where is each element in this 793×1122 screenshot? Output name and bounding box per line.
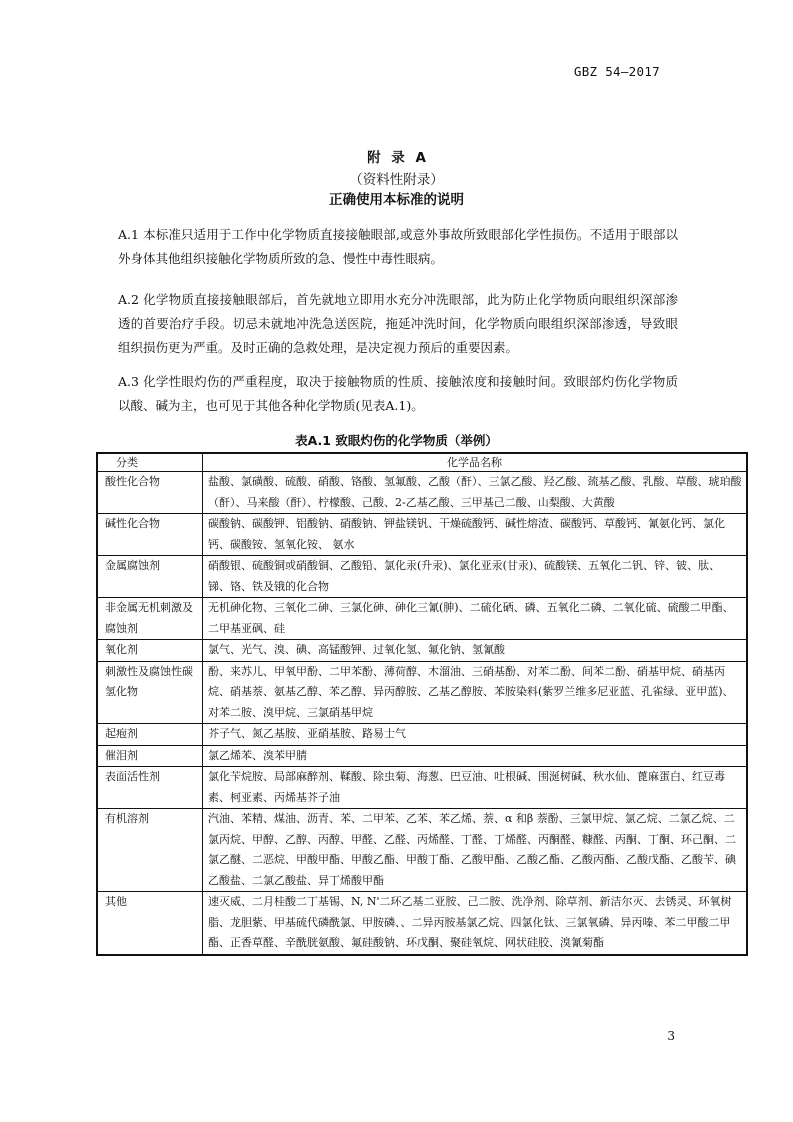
table-row (97, 767, 747, 809)
row-chemicals: 氯气、光气、溴、碘、高锰酸钾、过氧化氢、氟化钠、氢氰酸 (203, 640, 748, 662)
paragraph-a2: A.2 化学物质直接接触眼部后，首先就地立即用水充分冲洗眼部，此为防止化学物质向眼组织深部渗透的首要治疗手段。切忌未就地冲洗急送医院，拖延冲洗时间，化学物质向眼组织深部渗透，导致眼组织损伤更为严重。及时正确的急救处理，是决定视力预后的重要因素。 (118, 292, 678, 355)
row-category: 其他 (97, 892, 203, 955)
table-row (97, 892, 747, 955)
row-chemicals: 盐酸、氯磺酸、硫酸、硝酸、铬酸、氢氟酸、乙酸（酐）、三氯乙酸、羟乙酸、巯基乙酸、乳酸、草酸、琥珀酸（酐）、马来酸（酐）、柠檬酸、己酸、2-乙基乙酸、三甲基己二酸、山梨酸、大黄酸 (203, 472, 748, 514)
row-chemicals: 芥子气、氮乙基胺、亚硝基胺、路易士气 (203, 724, 748, 746)
table-row (97, 556, 747, 598)
row-chemicals: 速灭威、二月桂酸二丁基锡、N, N'二环乙基二亚胺、己二胺、洗净剂、除草剂、新洁尔灭、去锈灵、环氧树脂、龙胆紫、甲基硫代磷酰氯、甲胺磷、、二异丙胺基氯乙烷、四氯化钛、三氯氧磷、异丙嗪、苯二甲酸二甲酯、正香草醛、辛酰胱氨酸、氟硅酸钠、环戊酮、聚硅氧烷、网状硅胶、溴氰菊酯 (203, 892, 748, 955)
table-row (97, 514, 747, 556)
row-chemicals: 碳酸钠、碳酸钾、铝酸钠、硝酸钠、钾盐镁钒、干燥硫酸钙、碱性熔渣、碳酸钙、草酸钙、氰氨化钙、氯化钙、碳酸铵、氢氧化铵、 氨水 (203, 514, 748, 556)
row-category: 碱性化合物 (97, 514, 203, 556)
table-row (97, 661, 747, 724)
table-row (97, 472, 747, 514)
row-category: 表面活性剂 (97, 767, 203, 809)
table-header-row (97, 453, 747, 472)
header-category: 分类 (97, 453, 203, 472)
row-category: 催泪剂 (97, 745, 203, 767)
table-caption: 表A.1 致眼灼伤的化学物质（举例） (295, 433, 498, 448)
row-chemicals: 硝酸银、硫酸铜或硝酸铜、乙酸铅、氯化汞(升汞)、氯化亚汞(甘汞)、硫酸镁、五氧化二钒、锌、铍、肽、锑、铬、铁及锇的化合物 (203, 556, 748, 598)
row-category: 起疱剂 (97, 724, 203, 746)
row-category: 刺激性及腐蚀性碳氢化物 (97, 661, 203, 724)
page-number: 3 (667, 1029, 675, 1043)
paragraph-a1: A.1 本标准只适用于工作中化学物质直接接触眼部,或意外事故所致眼部化学性损伤。不适用于眼部以外身体其他组织接触化学物质所致的急、慢性中毒性眼病。 (118, 227, 678, 266)
paragraph-a3: A.3 化学性眼灼伤的严重程度，取决于接触物质的性质、接触浓度和接触时间。致眼部灼伤化学物质以酸、碱为主，也可见于其他各种化学物质(见表A.1)。 (118, 374, 678, 413)
row-category: 氧化剂 (97, 640, 203, 662)
row-chemicals: 氯乙烯苯、溴苯甲腈 (203, 745, 748, 767)
chemicals-table (96, 452, 748, 956)
row-chemicals: 汽油、苯精、煤油、沥青、苯、二甲苯、乙苯、苯乙烯、萘、α 和β 萘酚、三氯甲烷、氯乙烷、二氯乙烷、二氯丙烷、甲醇、乙醇、丙醇、甲醛、乙醛、丙烯醛、丁醛、丁烯醛、丙酮醛、糠醛、丙酮、丁酮、环己酮、二氯乙醚、二恶烷、甲酸甲酯、甲酸乙酯、甲酸丁酯、乙酸甲酯、乙酸乙酯、乙酸丙酯、乙酸戊酯、乙酸苄、碘乙酸盐、二氯乙酸盐、异丁烯酸甲酯 (203, 809, 748, 892)
header-chemicals: 化学品名称 (203, 453, 748, 472)
row-category: 有机溶剂 (97, 809, 203, 892)
table-row (97, 809, 747, 892)
table-row (97, 640, 747, 662)
row-chemicals: 氯化苄烷胺、局部麻醉剂、鞣酸、除虫菊、海葱、巴豆油、吐根碱、围涎树碱、秋水仙、蓖麻蛋白、红豆毒素、柯亚素、丙烯基芥子油 (203, 767, 748, 809)
row-category: 非金属无机刺激及腐蚀剂 (97, 598, 203, 640)
row-chemicals: 酚、来苏儿、甲氧甲酚、二甲苯酚、薄荷醇、木溜油、三硝基酚、对苯二酚、间苯二酚、硝基甲烷、硝基丙烷、硝基萘、氨基乙醇、苯乙醇、异丙醇胺、乙基乙醇胺、苯胺染料(紫罗兰维多尼亚蓝、孔雀绿、亚甲蓝)、对苯二胺、溴甲烷、三氯硝基甲烷 (203, 661, 748, 724)
appendix-type: （资料性附录） (349, 172, 444, 188)
appendix-title: 附 录 A (367, 150, 426, 166)
table-row (97, 745, 747, 767)
table-row (97, 724, 747, 746)
appendix-subtitle: 正确使用本标准的说明 (329, 192, 464, 208)
row-category: 金属腐蚀剂 (97, 556, 203, 598)
row-chemicals: 无机砷化物、三氧化二砷、三氯化砷、砷化三氰(胂)、二硫化硒、磷、五氧化二磷、二氧化硫、硫酸二甲酯、二甲基亚砜、硅 (203, 598, 748, 640)
standard-number: GBZ 54—2017 (573, 64, 660, 79)
row-category: 酸性化合物 (97, 472, 203, 514)
table-row (97, 598, 747, 640)
